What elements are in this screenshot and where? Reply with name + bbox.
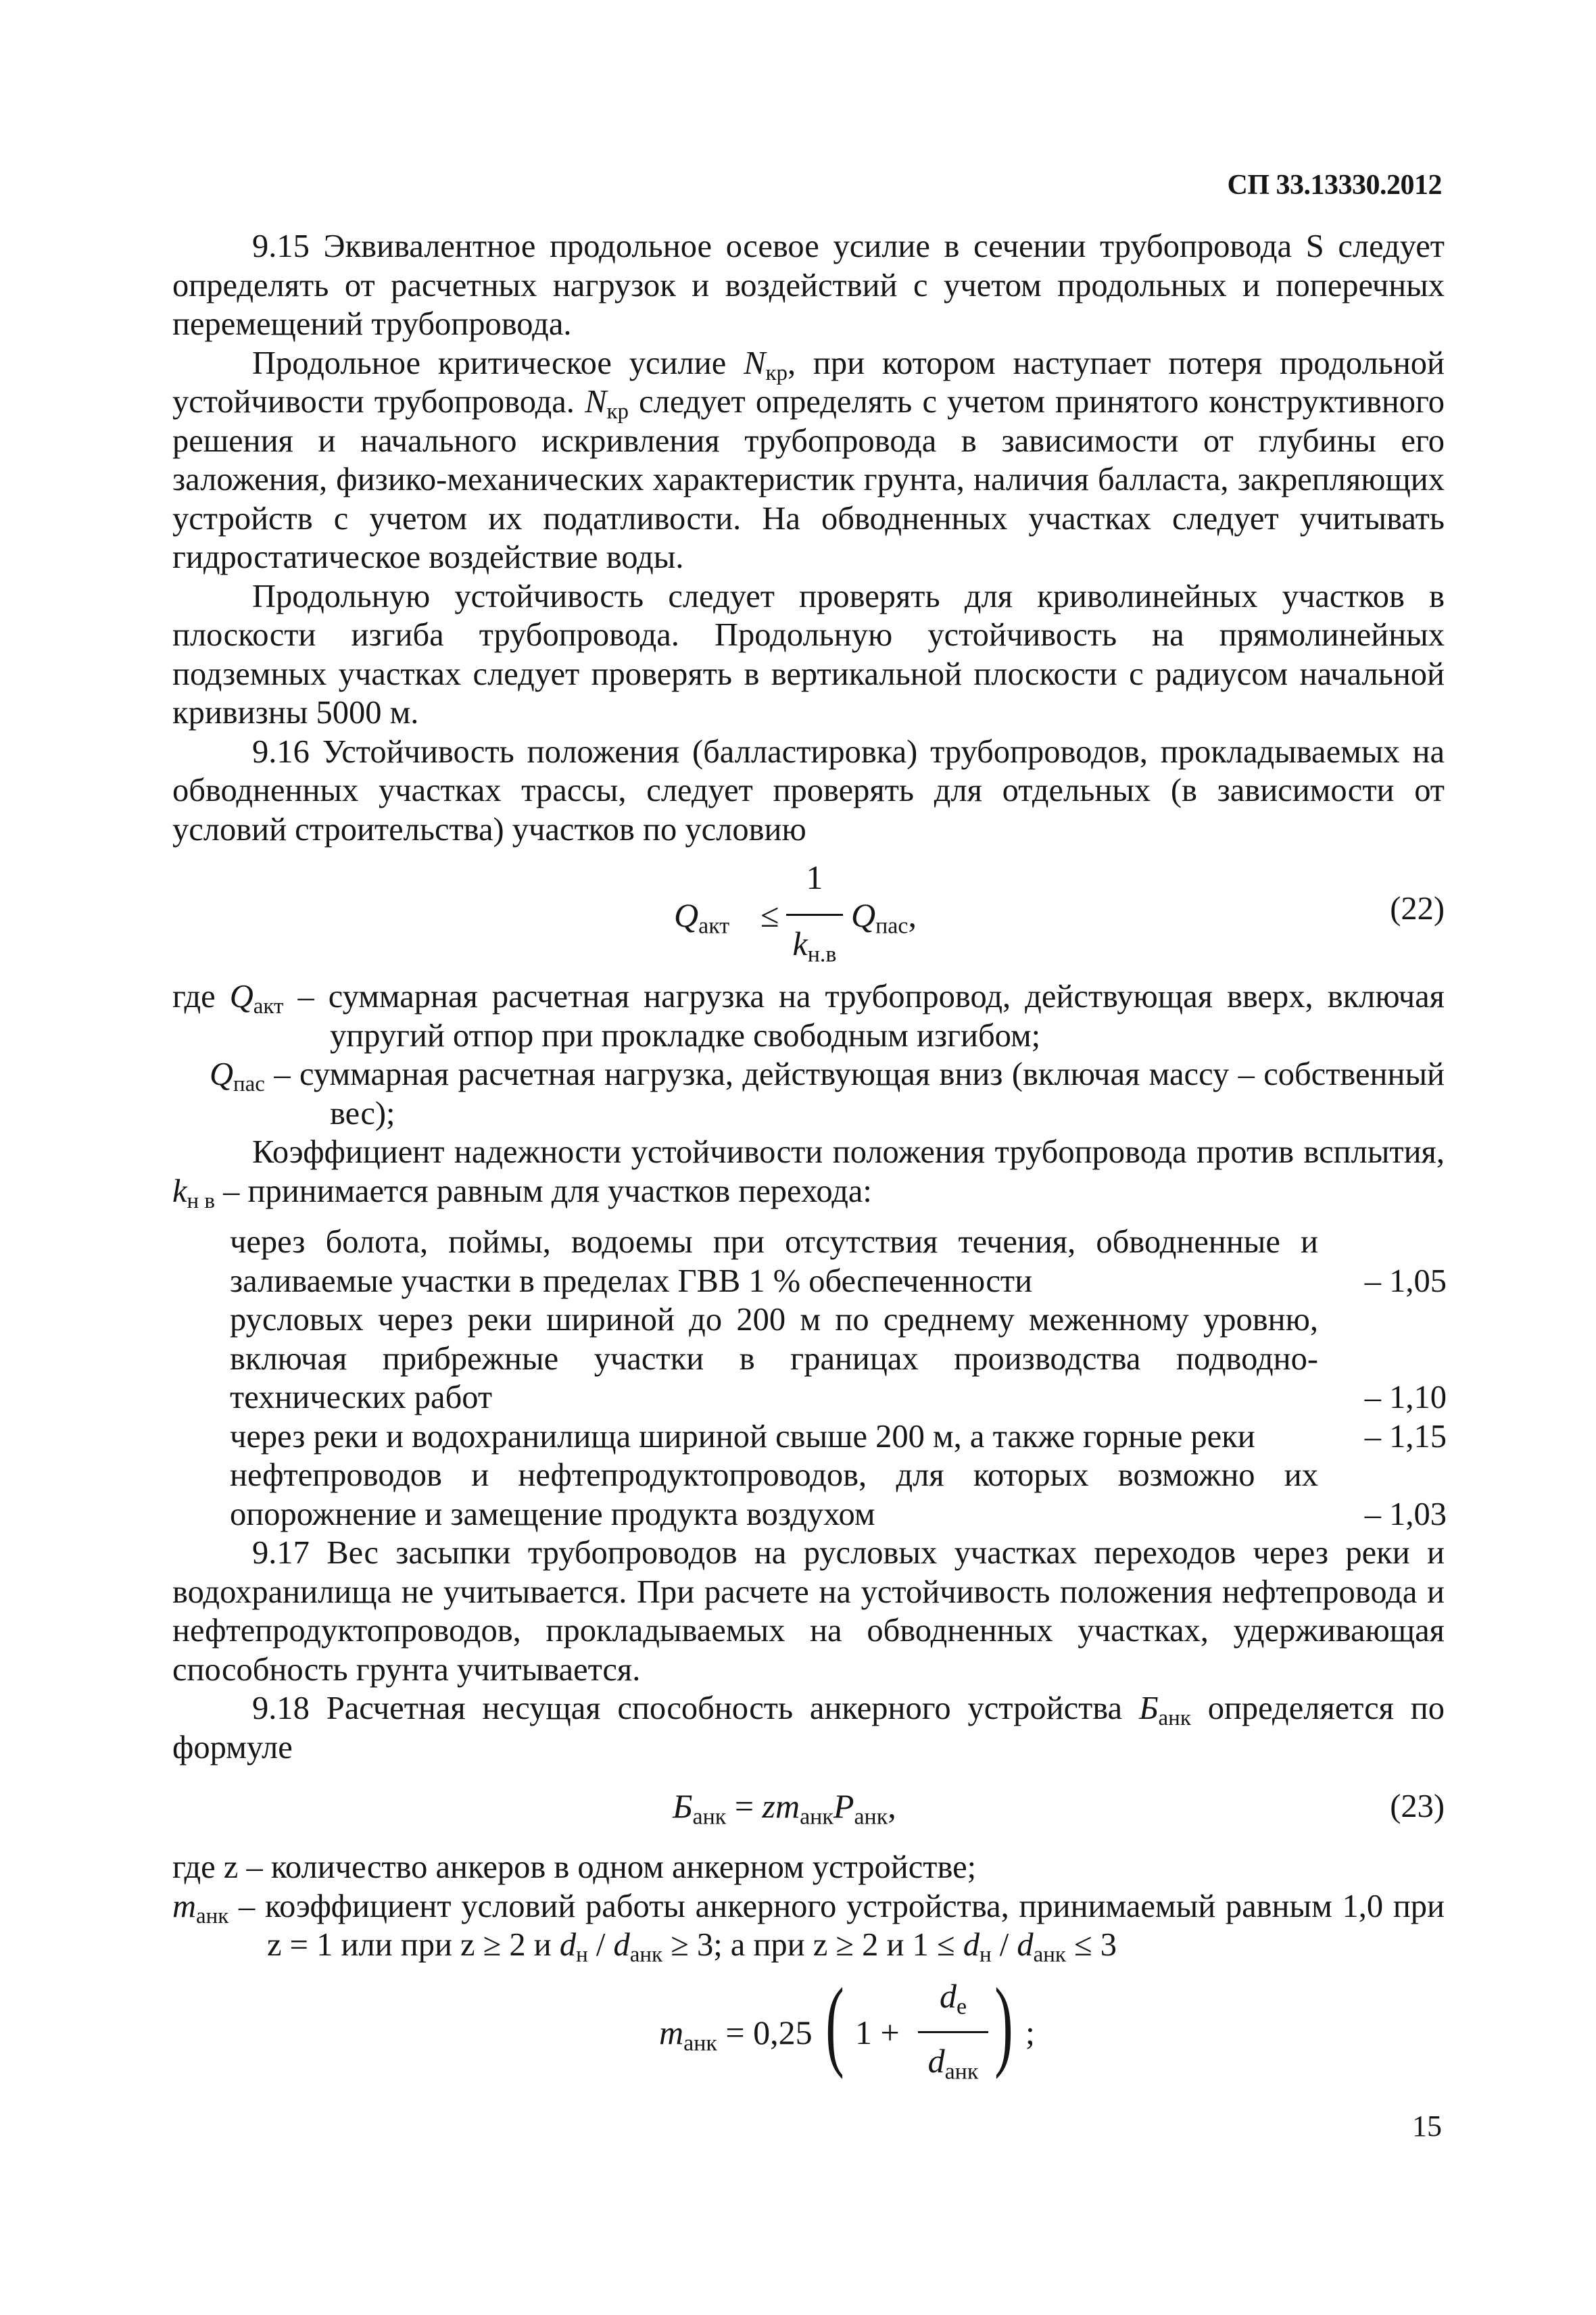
- less-equal-sign: ≤: [760, 896, 779, 934]
- paragraph-critical-force: [172, 344, 1445, 577]
- symbol-q: Q: [851, 896, 876, 934]
- formula-q-akt: [674, 896, 730, 939]
- formula-number-23: (23): [1390, 1788, 1445, 1824]
- list-item-value: – 1,05: [1364, 1263, 1447, 1299]
- subscript-ank: анк: [800, 1804, 833, 1830]
- symbol-m: m: [172, 1888, 197, 1924]
- left-paren: (: [825, 1967, 844, 2080]
- list-item: [230, 1223, 1447, 1300]
- list-item-text: нефтепроводов и нефтепродуктопроводов, для которых возможно их опорожнение и замещение продукта воздухом: [230, 1457, 1318, 1532]
- list-item-value: – 1,03: [1364, 1496, 1447, 1532]
- symbol-b: Б: [1138, 1690, 1159, 1726]
- symbol-q: Q: [674, 896, 699, 934]
- slash: /: [991, 1927, 1017, 1963]
- comma: ,: [908, 896, 917, 934]
- coefficient-list: [230, 1223, 1447, 1534]
- subscript-ank: анк: [854, 1804, 888, 1830]
- text-run: ≤ 3: [1065, 1927, 1117, 1963]
- symbol-d: d: [613, 1927, 630, 1963]
- definitions-22: [172, 977, 1445, 1133]
- one-plus: 1 +: [855, 2013, 900, 2051]
- subscript-ank: анк: [1158, 1706, 1191, 1731]
- equals-coefficient: = 0,25: [725, 2013, 813, 2051]
- subscript-ank: анк: [1033, 1943, 1066, 1968]
- fraction-numerator: [916, 1976, 990, 2020]
- page-number: 15: [1412, 2110, 1442, 2143]
- fraction-denominator: [781, 925, 848, 967]
- fraction-numerator: 1: [806, 858, 823, 896]
- list-item-text: русловых через реки шириной до 200 м по среднему меженному уровню, включая прибрежные участки в границах производства подводно-технических работ: [230, 1302, 1318, 1415]
- symbol-z: z: [762, 1787, 775, 1825]
- list-item-text: через реки и водохранилища шириной свыше 200 м, а также горные реки: [230, 1418, 1255, 1455]
- subscript-ank: анк: [196, 1903, 229, 1928]
- fraction-bar: [918, 2031, 988, 2033]
- formula-number-22: (22): [1390, 891, 1445, 927]
- paragraph-safety-coefficient: [172, 1133, 1445, 1211]
- comma: ,: [888, 1787, 896, 1825]
- subscript-pas: пас: [875, 913, 909, 939]
- subscript-kr: кр: [765, 360, 788, 385]
- paragraph-9-16: 9.16 Устойчивость положения (балластировка) трубопроводов, прокладываемых на обводненных участках трассы, следует проверять для отдельных (в зависимости от условий строительства) участков по условию: [172, 733, 1445, 848]
- list-item: [230, 1417, 1447, 1457]
- list-item: [230, 1300, 1447, 1417]
- formula-m-lhs: [659, 2013, 813, 2056]
- symbol-q: Q: [229, 979, 253, 1015]
- list-item-value: – 1,10: [1364, 1380, 1447, 1415]
- equals-sign: =: [734, 1787, 754, 1825]
- definition-z: где z – количество анкеров в одном анкерном устройстве;: [172, 1849, 977, 1885]
- paragraph-9-18: [172, 1689, 1445, 1767]
- symbol-d: d: [963, 1927, 980, 1963]
- text-run: – принимается равным для участков перехода:: [214, 1173, 872, 1209]
- slash: /: [587, 1927, 614, 1963]
- symbol-q: Q: [210, 1056, 234, 1092]
- subscript-nv: н в: [187, 1188, 215, 1213]
- paragraph-9-15: 9.15 Эквивалентное продольное осевое усилие в сечении трубопровода S следует определять от расчетных нагрузок и воздействий с учетом продольных и поперечных перемещений трубопровода.: [172, 228, 1445, 342]
- symbol-b: Б: [673, 1787, 693, 1825]
- standard-code-header: СП 33.13330.2012: [1227, 170, 1442, 201]
- symbol-d: d: [927, 2041, 945, 2080]
- definition-q-pas: [172, 1055, 1445, 1133]
- subscript-ank: анк: [944, 2059, 979, 2085]
- text-run: ≥ 3; а при z ≥ 2 и 1 ≤: [662, 1927, 963, 1963]
- semicolon: ;: [1025, 2013, 1035, 2051]
- definition-m-ank: [172, 1887, 1445, 1968]
- subscript-e: е: [956, 1994, 967, 2020]
- definition-q-akt: [172, 977, 1445, 1055]
- document-body: [172, 227, 1445, 2093]
- right-paren: ): [994, 1967, 1013, 2080]
- subscript-akt: акт: [698, 913, 730, 939]
- formula-q-pas: [851, 896, 917, 939]
- subscript-ank: анк: [683, 2030, 717, 2056]
- subscript-akt: акт: [253, 994, 284, 1019]
- list-item: [230, 1456, 1447, 1534]
- symbol-n: N: [585, 384, 607, 420]
- text-run: , при котором наступает потеря продольной устойчивости трубопровода.: [172, 345, 1445, 420]
- subscript-ank: анк: [629, 1943, 663, 1968]
- text-run: – суммарная расчетная нагрузка, действующая вниз (включая массу – собственный вес);: [264, 1056, 1445, 1131]
- symbol-p: P: [833, 1787, 854, 1825]
- paragraph-9-17: 9.17 Вес засыпки трубопроводов на русловых участках переходов через реки и водохранилища не учитывается. При расчете на устойчивость положения нефтепровода и нефтепродуктопроводов, прокладываемых на обводненных участках, удерживающая способность грунта учитывается.: [172, 1535, 1445, 1688]
- subscript-n: н: [576, 1943, 588, 1968]
- fraction-bar: [786, 914, 843, 916]
- formula-23-body: [673, 1787, 896, 1830]
- subscript-ank: анк: [692, 1804, 727, 1830]
- subscript-pas: пас: [233, 1072, 265, 1097]
- subscript-n: н: [979, 1943, 992, 1968]
- symbol-n: N: [744, 345, 766, 381]
- fraction-denominator: [916, 2041, 990, 2085]
- list-item-value: – 1,15: [1364, 1418, 1447, 1455]
- text-run: Продольное критическое усилие: [252, 345, 744, 381]
- subscript-kr: кр: [606, 399, 629, 424]
- paragraph-longitudinal-stability: Продольную устойчивость следует проверять для криволинейных участков в плоскости изгиба трубопровода. Продольную устойчивость на прямолинейных подземных участках следует проверять в вертикальной плоскости с радиусом начальной кривизны 5000 м.: [172, 578, 1445, 731]
- text-run: определяется по формуле: [172, 1690, 1445, 1765]
- symbol-m: m: [775, 1787, 800, 1825]
- text-run: следует определять с учетом принятого конструктивного решения и начального искривления трубопровода в зависимости от глубины его заложения, физико-механических характеристик грунта, наличия балласта, закрепляющих устройств с учетом их податливости. На обводненных участках следует учитывать гидростатическое воздействие воды.: [172, 384, 1445, 575]
- symbol-d: d: [1017, 1927, 1034, 1963]
- text-run: где: [172, 979, 230, 1015]
- symbol-k: k: [792, 925, 808, 962]
- subscript-nv: н.в: [807, 942, 837, 967]
- symbol-d: d: [939, 1976, 957, 2015]
- text-run: Коэффициент надежности устойчивости положения трубопровода против всплытия,: [252, 1134, 1445, 1170]
- text-run: – суммарная расчетная нагрузка на трубопровод, действующая вверх, включая упругий отпор при прокладке свободным изгибом;: [283, 979, 1445, 1054]
- formula-22: [172, 849, 1445, 977]
- formula-23: [172, 1767, 1445, 1848]
- symbol-k: k: [172, 1173, 187, 1209]
- formula-22-body: [674, 849, 958, 977]
- text-run: – коэффициент условий работы анкерного устройства, принимаемый равным 1,0 при z = 1 или при z ≥ 2 и: [228, 1888, 1445, 1963]
- symbol-m: m: [659, 2013, 684, 2051]
- symbol-d: d: [559, 1927, 577, 1963]
- formula-m-ank: [172, 1965, 1445, 2093]
- text-run: 9.18 Расчетная несущая способность анкерного устройства: [252, 1690, 1139, 1726]
- list-item-text: через болота, поймы, водоемы при отсутствия течения, обводненные и заливаемые участки в пределах ГВВ 1 % обеспеченности: [230, 1224, 1318, 1299]
